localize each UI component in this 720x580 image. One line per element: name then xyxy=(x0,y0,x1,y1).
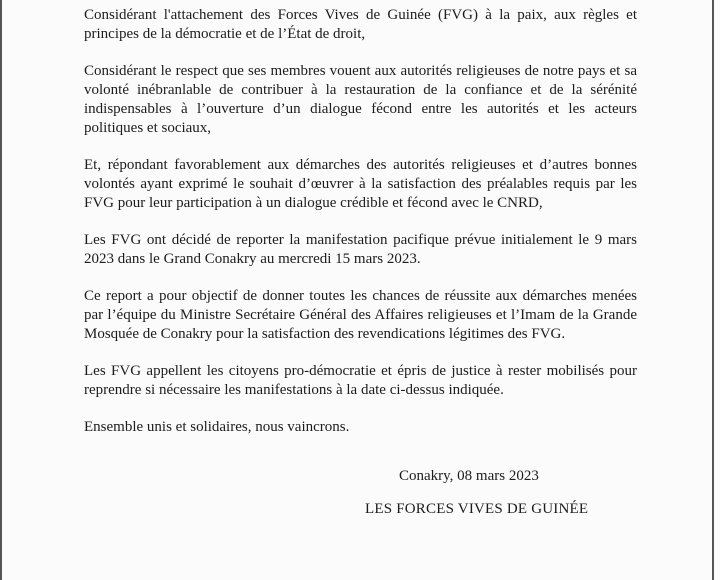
document-body xyxy=(84,6,637,437)
paragraph-report-objectif: Ce report a pour objectif de donner toutes les chances de réussite aux démarches menées par l’équipe du Ministre Secrétaire Général des Affaires religieuses et l’Imam de la Grande Mosquée de Conakry pour la satisfaction des revendications légitimes des FVG. xyxy=(84,288,637,342)
paragraph-appel: Les FVG appellent les citoyens pro-démocratie et épris de justice à rester mobilisés pour reprendre si nécessaire les manifestations à la date ci-dessus indiquée. xyxy=(84,363,637,398)
signature-place-date: Conakry, 08 mars 2023 xyxy=(399,468,539,484)
page-border-left xyxy=(0,0,2,580)
paragraph-demarches: Et, répondant favorablement aux démarches des autorités religieuses et d’autres bonnes volontés ayant exprimé le souhait d’œuvrer à la satisfaction des préalables requis par les FVG pour leur participation à un dialogue crédible et fécond avec le CNRD, xyxy=(84,157,637,211)
paragraph-attachement: Considérant l'attachement des Forces Vives de Guinée (FVG) à la paix, aux règles et principes de la démocratie et de l’État de droit, xyxy=(84,7,637,42)
signature-organization: LES FORCES VIVES DE GUINÉE xyxy=(365,501,589,517)
paragraph-respect: Considérant le respect que ses membres vouent aux autorités religieuses de notre pays et sa volonté inébranlable de contribuer à la restauration de la confiance et de la sérénité indispensables à l’ouverture d’un dialogue fécond entre les autorités et les acteurs politiques et sociaux, xyxy=(84,63,637,136)
page-border-right xyxy=(712,0,714,580)
paragraph-report-decision: Les FVG ont décidé de reporter la manifestation pacifique prévue initialement le 9 mars 2023 dans le Grand Conakry au mercredi 15 mars 2023. xyxy=(84,232,637,267)
paragraph-closing: Ensemble unis et solidaires, nous vaincrons. xyxy=(84,419,350,435)
